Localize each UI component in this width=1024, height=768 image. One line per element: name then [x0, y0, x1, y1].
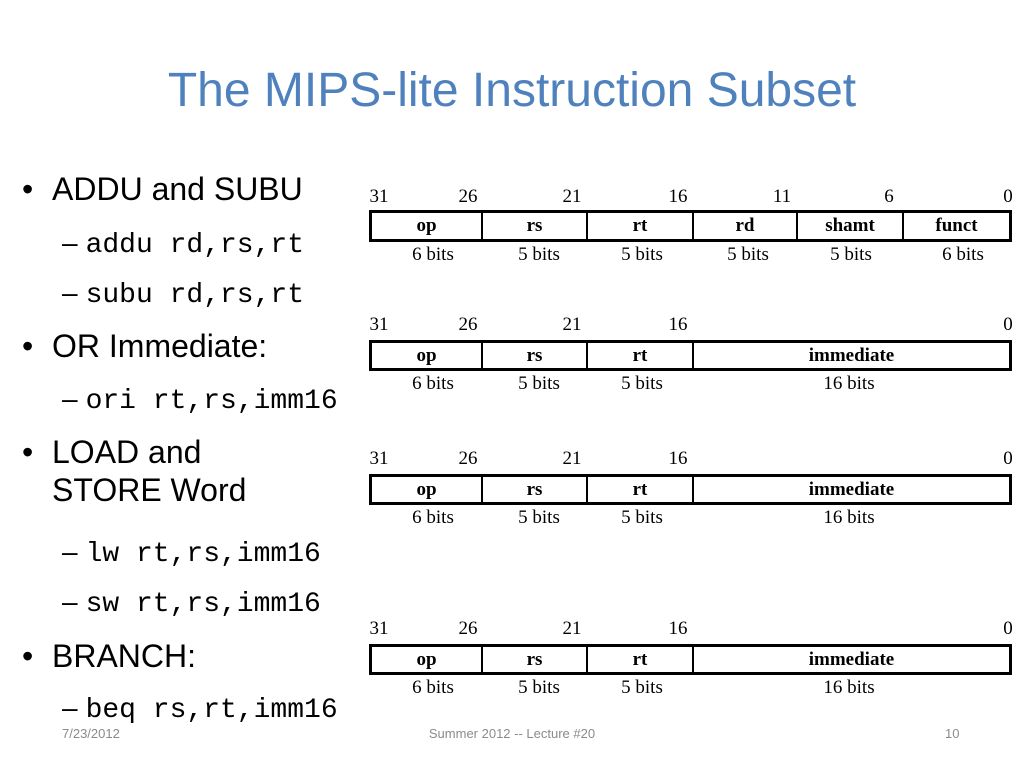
bit-number: 26: [458, 618, 478, 639]
bullet-marker: •: [22, 434, 34, 470]
bit-number: 0: [1003, 186, 1013, 207]
sub-item-beq: [62, 691, 338, 728]
field-rd: rd: [694, 213, 798, 239]
sub-dash: –: [62, 383, 78, 414]
bit-number: 0: [1003, 314, 1013, 335]
bit-width: 6 bits: [412, 373, 454, 394]
instruction-format-branch: [369, 618, 1012, 699]
bit-width: 5 bits: [518, 677, 560, 698]
bit-width-row: [369, 505, 1012, 529]
bit-number: 6: [884, 186, 894, 207]
bit-width: 5 bits: [621, 373, 663, 394]
bit-width-row: [369, 371, 1012, 395]
bullet-addu-subu: [22, 170, 303, 208]
sub-code: subu rd,rs,rt: [85, 280, 305, 311]
field-box-row: [369, 210, 1012, 242]
sub-item-sw: [62, 585, 321, 622]
footer-date: 7/23/2012: [62, 726, 120, 741]
sub-code: addu rd,rs,rt: [85, 230, 305, 261]
bullet-text: OR Immediate:: [52, 328, 268, 364]
bit-width: 6 bits: [412, 507, 454, 528]
field-rt: rt: [588, 213, 694, 239]
bit-width: 5 bits: [621, 244, 663, 265]
bit-width: 16 bits: [823, 373, 875, 394]
bit-width: 5 bits: [518, 373, 560, 394]
field-box-row: [369, 644, 1012, 675]
bullet-or-immediate: [22, 327, 267, 365]
sub-code: beq rs,rt,imm16: [85, 695, 338, 726]
field-rt: rt: [588, 647, 694, 672]
bit-number: 21: [562, 314, 582, 335]
bullet-marker: •: [22, 171, 34, 207]
bit-number: 31: [369, 186, 389, 207]
bit-number: 11: [772, 186, 792, 207]
bit-width: 16 bits: [823, 677, 875, 698]
field-shamt: shamt: [798, 213, 904, 239]
bullet-marker: •: [22, 328, 34, 364]
bullet-marker: •: [22, 638, 34, 674]
bullet-text: BRANCH:: [52, 638, 197, 674]
bullet-text-line1: LOAD and: [52, 434, 202, 470]
bit-width: 5 bits: [727, 244, 769, 265]
instruction-format-load-store: [369, 448, 1012, 529]
bit-width: 6 bits: [942, 244, 984, 265]
sub-dash: –: [62, 692, 78, 723]
bit-width-row: [369, 242, 1012, 266]
bit-number: 0: [1003, 618, 1013, 639]
field-rs: rs: [483, 343, 588, 368]
bit-width: 5 bits: [621, 507, 663, 528]
bit-width: 5 bits: [518, 244, 560, 265]
bit-number: 26: [458, 186, 478, 207]
bit-number-row: [369, 448, 1012, 470]
field-funct: funct: [935, 215, 978, 236]
sub-dash: –: [62, 536, 78, 567]
bullet-text-line2: STORE Word: [52, 472, 247, 509]
field-op: op: [372, 213, 483, 239]
bit-width: 16 bits: [823, 507, 875, 528]
bit-number: 16: [668, 618, 688, 639]
sub-dash: –: [62, 277, 78, 308]
field-immediate: immediate: [808, 478, 895, 500]
field-rs: rs: [483, 647, 588, 672]
bit-number-row: [369, 186, 1012, 208]
slide-title: The MIPS-lite Instruction Subset: [167, 64, 857, 117]
field-rt: rt: [588, 477, 694, 502]
bit-number: 21: [562, 448, 582, 469]
bit-number: 31: [369, 448, 389, 469]
bit-number: 0: [1003, 448, 1013, 469]
bit-number: 21: [562, 186, 582, 207]
bit-width: 6 bits: [412, 244, 454, 265]
sub-item-subu: [62, 276, 304, 313]
bit-number: 16: [668, 448, 688, 469]
bit-width: 6 bits: [412, 677, 454, 698]
bit-number-row: [369, 618, 1012, 640]
sub-item-addu: [62, 226, 304, 263]
bit-width: 5 bits: [830, 244, 872, 265]
bullet-text: ADDU and SUBU: [52, 171, 303, 207]
bit-width: 5 bits: [621, 677, 663, 698]
bit-number: 21: [562, 618, 582, 639]
bit-width: 5 bits: [518, 507, 560, 528]
bit-number: 31: [369, 314, 389, 335]
field-immediate: immediate: [808, 344, 895, 366]
bit-number: 31: [369, 618, 389, 639]
field-rs: rs: [483, 477, 588, 502]
field-box-row: [369, 474, 1012, 505]
field-op: op: [372, 343, 483, 368]
sub-code: ori rt,rs,imm16: [85, 386, 338, 417]
bullet-branch: [22, 637, 196, 675]
bit-number: 16: [668, 186, 688, 207]
field-immediate: immediate: [808, 648, 895, 670]
instruction-format-ori: [369, 314, 1012, 395]
field-box-row: [369, 340, 1012, 371]
sub-dash: –: [62, 227, 78, 258]
bit-number: 26: [458, 314, 478, 335]
bit-number: 16: [668, 314, 688, 335]
footer-page-number: 10: [945, 726, 960, 741]
sub-item-lw: [62, 535, 321, 572]
instruction-format-r-type: [369, 186, 1012, 266]
field-op: op: [372, 477, 483, 502]
field-rt: rt: [588, 343, 694, 368]
bit-width-row: [369, 675, 1012, 699]
bit-number: 26: [458, 448, 478, 469]
footer-lecture: Summer 2012 -- Lecture #20: [428, 726, 596, 741]
sub-dash: –: [62, 586, 78, 617]
sub-code: sw rt,rs,imm16: [85, 589, 321, 620]
sub-item-ori: [62, 382, 338, 419]
field-op: op: [372, 647, 483, 672]
bit-number-row: [369, 314, 1012, 336]
bullet-load-store: [22, 433, 246, 510]
sub-code: lw rt,rs,imm16: [85, 539, 321, 570]
field-rs: rs: [483, 213, 588, 239]
